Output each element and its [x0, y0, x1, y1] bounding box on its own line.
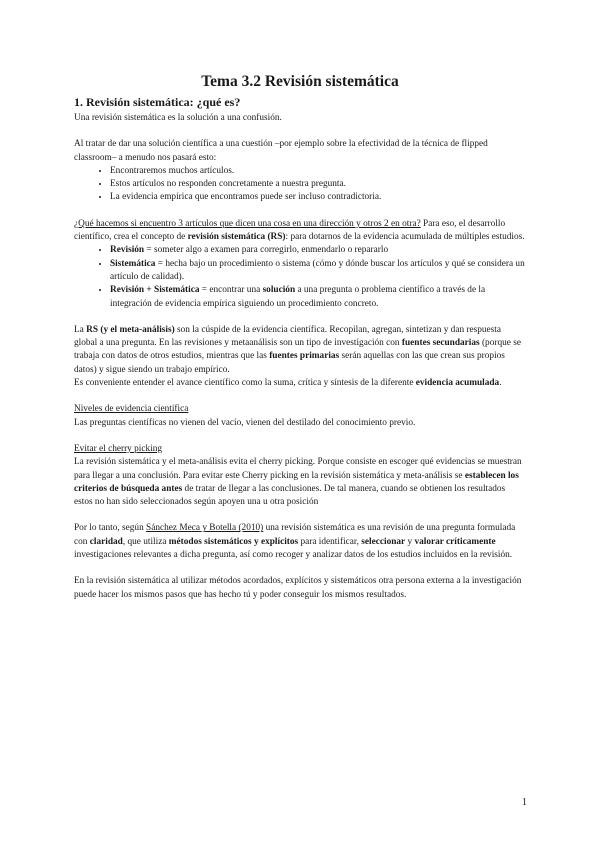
- page-content: [74, 72, 526, 602]
- subsection-heading: Evitar el cherry picking: [74, 443, 163, 454]
- list-item: • Encontraremos muchos artículos.: [110, 165, 526, 178]
- section-heading: 1. Revisión sistemática: ¿qué es?: [74, 95, 241, 109]
- final-paragraph: En la revisión sistemática al utilizar métodos acordados, explícitos y sistemáticos otra persona externa a la investigación puede hacer los mismos pasos que has hecho tú y poder conseguir los mismos resultados.: [74, 576, 522, 600]
- question-paragraph: ¿Qué hacemos si encuentro 3 artículos que dicen una cosa en una dirección y otros 2 en otra? Para eso, el desarrollo científico, crea el concepto de revisión sistemática (RS): para dotarnos de la evidencia acumulada de múltiples estudios.: [74, 218, 525, 243]
- rs-paragraph: La RS (y el meta-análisis) son la cúspide de la evidencia científica. Recopilan, agregan, sintetizan y dan respuesta global a una pregunta. En las revisiones y metaanálisis son un tipo de investigación con fuentes secundarias (porque se trabaja con datos de otros estudios, mientras que las fuentes primarias serán aquellas con las que crean sus propios datos) y sigue siendo un trabajo empírico.: [74, 324, 521, 375]
- list-item: • La evidencia empírica que encontramos puede ser incluso contradictoria.: [110, 191, 526, 204]
- accumulated-evidence-paragraph: Es conveniente entender el avance científico como la suma, crítica y síntesis de la diferente evidencia acumulada.: [74, 378, 502, 389]
- definition-paragraph: Por lo tanto, según Sánchez Meca y Botella (2010) una revisión sistemática es una revisión de una pregunta formulada con claridad, que utiliza métodos sistemáticos y explícitos para identificar, seleccionar y valorar críticamente investigaciones relevantes a dicha pregunta, así como recoger y analizar datos de los estudios incluidos en la revisión.: [74, 523, 516, 561]
- list-item: • Estos artículos no responden concretamente a nuestra pregunta.: [110, 178, 526, 191]
- problem-list: [74, 165, 526, 205]
- intro-paragraph: Una revisión sistemática es la solución a una confusión.: [74, 113, 282, 123]
- rs-term: revisión sistemática (RS): [187, 232, 286, 243]
- list-item: • Revisión = someter algo a examen para corregirlo, enmendarlo o repararlo: [110, 244, 526, 257]
- underlined-question: ¿Qué hacemos si encuentro 3 artículos que dicen una cosa en una dirección y otros 2 en otra?: [74, 218, 421, 229]
- page-title: Tema 3.2 Revisión sistemática: [201, 73, 399, 90]
- citation: Sánchez Meca y Botella (2010): [146, 523, 264, 534]
- cherry-paragraph: La revisión sistemática y el meta-análisis evita el cherry picking. Porque consiste en escoger qué evidencias se muestran para llegar a una conclusión. Para evitar este Cherry picking en la revisión sistemática y meta-análisis se establecen los criterios de búsqueda antes de tratar de llegar a las conclusiones. De tal manera, cuando se obtienen los resultados estos no han sido seleccionados según apoyen una u otra posición: [74, 457, 522, 508]
- definition-list: [74, 244, 526, 310]
- niveles-paragraph: Las preguntas científicas no vienen del vacío, vienen del destilado del conocimiento previo.: [74, 417, 416, 428]
- subsection-heading: Niveles de evidencia científica: [74, 404, 189, 415]
- page-number: 1: [522, 797, 527, 808]
- problem-paragraph: Al tratar de dar una solución científica a una cuestión –por ejemplo sobre la efectividad de la técnica de flipped classroom– a menudo nos pasará esto:: [74, 139, 488, 163]
- list-item: • Revisión + Sistemática = encontrar una solución a una pregunta o problema científico a través de la integración de evidencia empírica siguiendo un procedimiento concreto.: [110, 284, 526, 311]
- list-item: • Sistemática = hecha bajo un procedimiento o sistema (cómo y dónde buscar los artículos y qué se considera un artículo de calidad).: [110, 258, 526, 285]
